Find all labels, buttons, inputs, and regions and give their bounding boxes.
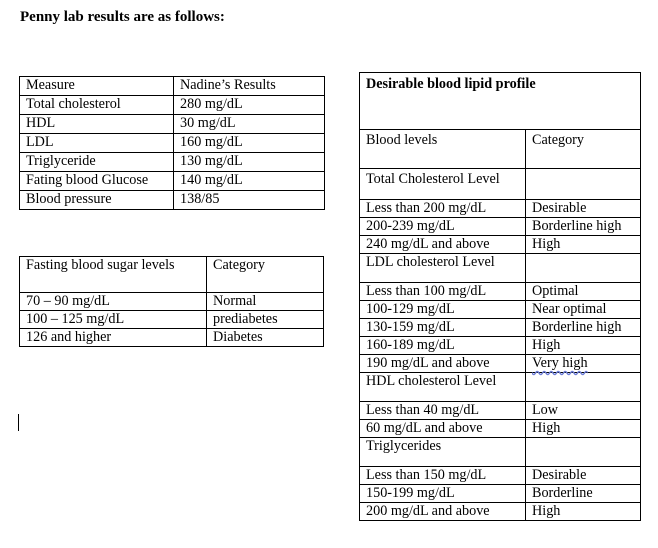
section-heading-row [360,373,641,402]
table-cell: LDL [20,134,174,153]
table-cell: 60 mg/dL and above [360,420,526,438]
table-row [20,191,325,210]
lipid-profile-table [359,72,641,521]
section-heading: Total Cholesterol Level [360,169,526,200]
table-cell: Triglyceride [20,153,174,172]
table-row [360,218,641,236]
table-title: Desirable blood lipid profile [360,73,641,130]
table-cell: 160-189 mg/dL [360,337,526,355]
table-row [360,355,641,373]
header-cell: Measure [20,77,174,96]
table-row [360,420,641,438]
table-cell: Total cholesterol [20,96,174,115]
table-header-row [20,77,325,96]
table-cell: Desirable [526,200,641,218]
table-cell: 280 mg/dL [174,96,325,115]
table-row [360,485,641,503]
table-row [20,329,324,347]
table-cell: 130 mg/dL [174,153,325,172]
table-cell: Blood pressure [20,191,174,210]
table-row [20,96,325,115]
header-cell: Category [207,257,324,293]
table-cell: High [526,337,641,355]
table-cell: Optimal [526,283,641,301]
table-cell: 240 mg/dL and above [360,236,526,254]
table-cell: 140 mg/dL [174,172,325,191]
table-cell: Borderline high [526,319,641,337]
section-heading-row [360,254,641,283]
section-heading-row [360,438,641,467]
section-heading: HDL cholesterol Level [360,373,526,402]
page-title: Penny lab results are as follows: [20,9,225,25]
table-cell: 190 mg/dL and above [360,355,526,373]
table-cell: Low [526,402,641,420]
table-row [360,467,641,485]
table-cell: 150-199 mg/dL [360,485,526,503]
table-cell: Diabetes [207,329,324,347]
table-row [360,236,641,254]
table-row [20,293,324,311]
table-row [20,172,325,191]
table-cell: Borderline high [526,218,641,236]
table-cell: Less than 40 mg/dL [360,402,526,420]
table-cell: 130-159 mg/dL [360,319,526,337]
table-cell: 30 mg/dL [174,115,325,134]
table-cell: 160 mg/dL [174,134,325,153]
results-table [19,76,325,210]
table-cell: Less than 150 mg/dL [360,467,526,485]
table-cell: Fating blood Glucose [20,172,174,191]
table-cell: High [526,503,641,521]
table-cell: 200-239 mg/dL [360,218,526,236]
table-row [20,153,325,172]
table-row [20,115,325,134]
table-row [360,283,641,301]
table-cell: Normal [207,293,324,311]
table-cell [526,355,641,373]
section-heading: LDL cholesterol Level [360,254,526,283]
section-heading: Triglycerides [360,438,526,467]
table-cell: HDL [20,115,174,134]
table-row [360,301,641,319]
table-cell: Borderline [526,485,641,503]
table-cell: 100 – 125 mg/dL [20,311,207,329]
header-cell: Fasting blood sugar levels [20,257,207,293]
table-cell: Less than 200 mg/dL [360,200,526,218]
table-cell: High [526,420,641,438]
table-cell: Desirable [526,467,641,485]
table-cell: prediabetes [207,311,324,329]
table-cell: 200 mg/dL and above [360,503,526,521]
section-heading-row [360,169,641,200]
table-row [360,200,641,218]
sugar-table [19,256,324,347]
table-cell [526,373,641,402]
table-cell [526,438,641,467]
table-row [360,319,641,337]
table-row [20,311,324,329]
header-cell: Nadine’s Results [174,77,325,96]
table-title-row [360,73,641,130]
table-cell [526,254,641,283]
table-cell: 138/85 [174,191,325,210]
text-cursor [18,414,19,431]
spellcheck-underlined-text: Very high [532,355,588,371]
table-header-row [20,257,324,293]
header-cell: Blood levels [360,130,526,169]
table-row [360,503,641,521]
table-cell [526,169,641,200]
table-cell: Less than 100 mg/dL [360,283,526,301]
table-row [360,402,641,420]
table-header-row [360,130,641,169]
table-cell: 70 – 90 mg/dL [20,293,207,311]
table-row [360,337,641,355]
table-row [20,134,325,153]
table-cell: Near optimal [526,301,641,319]
table-cell: 100-129 mg/dL [360,301,526,319]
header-cell: Category [526,130,641,169]
table-cell: High [526,236,641,254]
table-cell: 126 and higher [20,329,207,347]
